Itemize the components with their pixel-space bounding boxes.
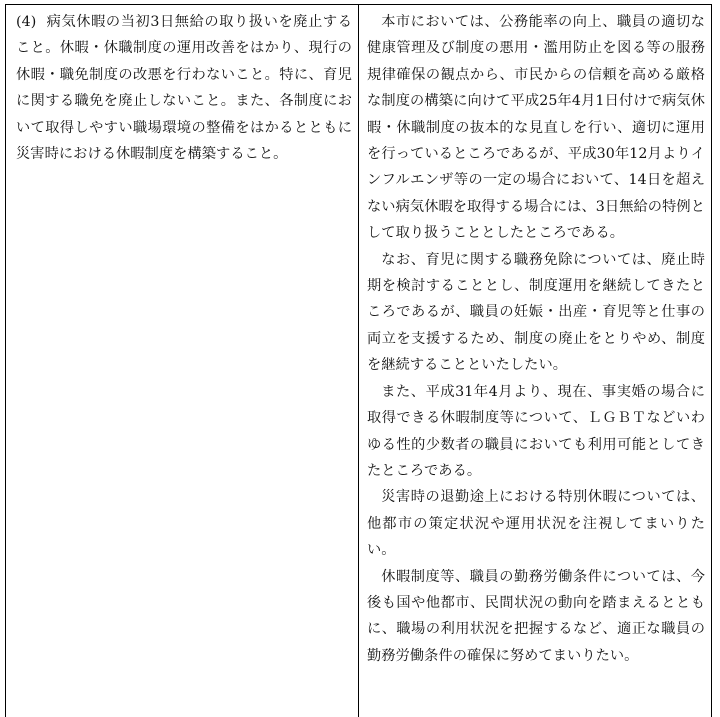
response-paragraph: なお、育児に関する職務免除については、廃止時期を検討することとし、制度運用を継続してきたところであるが、職員の妊娠・出産・育児等と仕事の両立を支援するため、制度の廃止をとりやめ、制度を継続することといたしたい。 <box>367 251 705 374</box>
response-paragraph: 本市においては、公務能率の向上、職員の適切な健康管理及び制度の悪用・濫用防止を図る等の服務規律確保の観点から、市民からの信頼を高める厳格な制度の構築に向けて平成25年4月1日付けで病気休暇・休職制度の抜本的な見直しを行い、適切に運用を行っているところであるが、平成30年12月よりインフルエンザ等の一定の場合において、14日を超えない病気休暇を取得する場合には、3日無給の特例として取り扱うこととしたところである。 <box>367 14 705 242</box>
request-column <box>6 5 359 717</box>
response-column <box>359 5 711 717</box>
request-text: 病気休暇の当初3日無給の取り扱いを廃止すること。休暇・休職制度の運用改善をはかり、現行の休暇・職免制度の改悪を行わないこと。特に、育児に関する職免を廃止しないこと。また、各制度において取得しやすい職場環境の整備をはかるとともに災害時における休暇制度を構築すること。 <box>16 14 352 163</box>
document-table <box>5 4 712 717</box>
response-paragraph: 休暇制度等、職員の勤務労働条件については、今後も国や他都市、民間状況の動向を踏まえるとともに、職場の利用状況を把握するなど、適正な職員の勤務労働条件の確保に努めてまいりたい。 <box>367 568 705 664</box>
response-paragraph: また、平成31年4月より、現在、事実婚の場合に取得できる休暇制度等について、ＬＧＢＴなどいわゆる性的少数者の職員においても利用可能としてきたところである。 <box>367 383 705 479</box>
response-paragraph: 災害時の退勤途上における特別休暇については、他都市の策定状況や運用状況を注視してまいりたい。 <box>367 489 705 559</box>
request-item <box>16 9 352 167</box>
request-item-number: (4) <box>16 14 37 30</box>
